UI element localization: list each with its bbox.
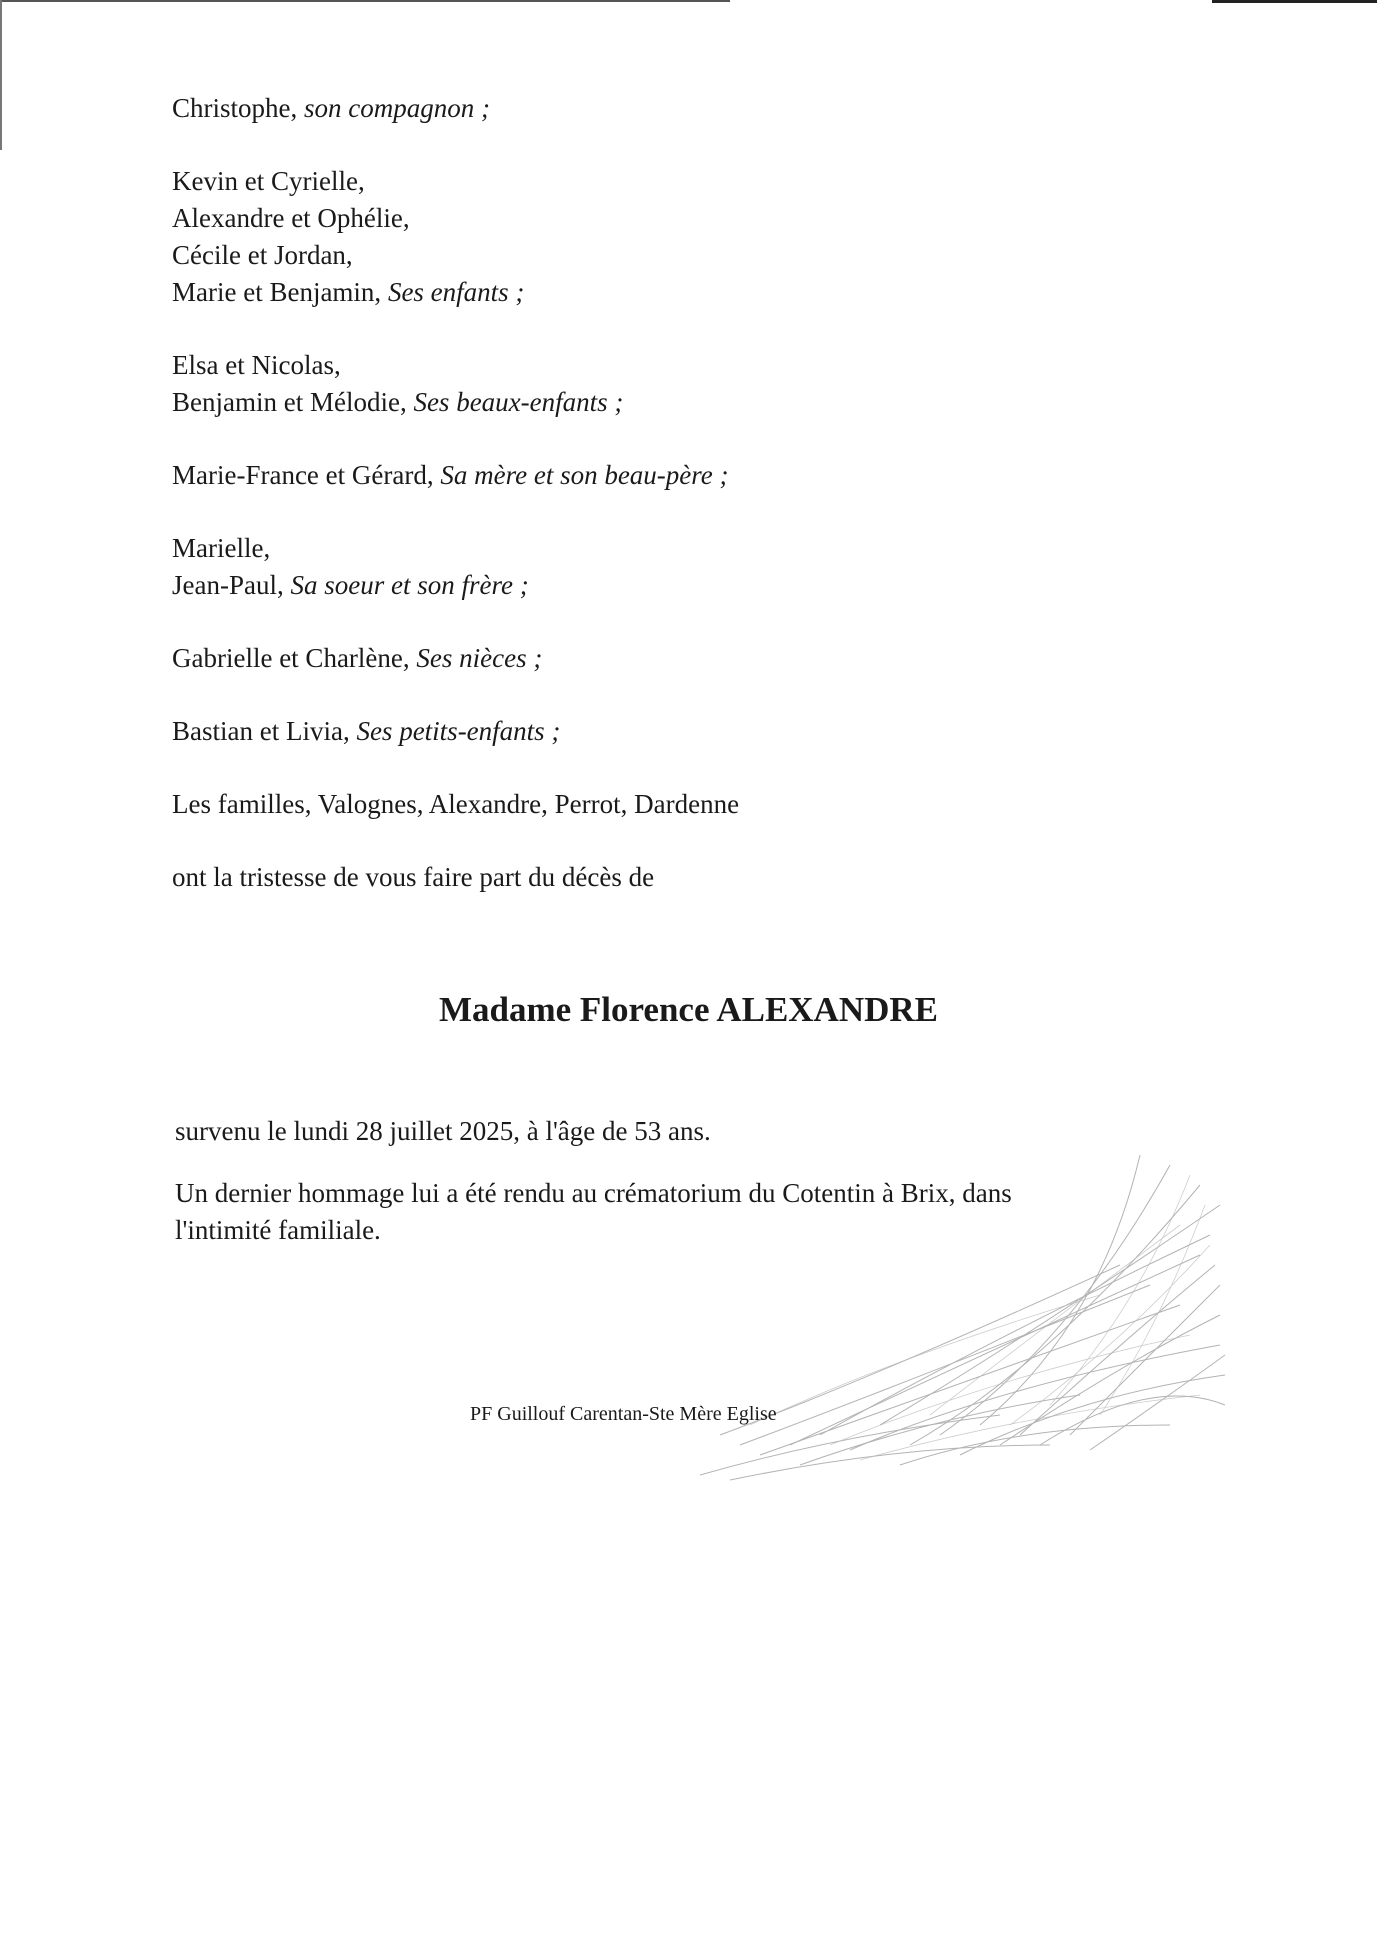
- mourner-names: Marielle,: [172, 533, 271, 563]
- mourner-line: [172, 347, 1172, 384]
- mourner-line: [172, 200, 1172, 237]
- mourner-line: [172, 163, 1172, 200]
- scan-left-edge: [0, 0, 2, 150]
- relationship-label: Ses enfants ;: [387, 277, 525, 307]
- mourner-names: Marie-France et Gérard,: [172, 460, 441, 490]
- relationship-label: Sa soeur et son frère ;: [290, 570, 529, 600]
- mourner-group: [172, 786, 1172, 823]
- scan-top-edge: [0, 0, 730, 2]
- mourner-line: [172, 237, 1172, 274]
- mourner-names: Elsa et Nicolas,: [172, 350, 341, 380]
- mourner-group: [172, 859, 1172, 896]
- mourner-line: [172, 567, 1172, 604]
- mourner-line: [172, 640, 1172, 677]
- mourners-list: [172, 90, 1172, 932]
- mourner-names: Kevin et Cyrielle,: [172, 166, 365, 196]
- mourner-line: [172, 384, 1172, 421]
- mourner-names: Bastian et Livia,: [172, 716, 357, 746]
- mourner-names: Alexandre et Ophélie,: [172, 203, 410, 233]
- mourner-group: [172, 347, 1172, 421]
- tribute-line-2: l'intimité familiale.: [175, 1215, 381, 1245]
- scan-top-right-edge: [1212, 0, 1377, 3]
- grass-illustration-icon: [700, 1145, 1230, 1490]
- mourner-names: Marie et Benjamin,: [172, 277, 388, 307]
- mourner-group: [172, 90, 1172, 127]
- mourner-line: [172, 713, 1172, 750]
- mourner-line: [172, 457, 1172, 494]
- mourner-names: Cécile et Jordan,: [172, 240, 353, 270]
- funeral-home-signature: PF Guillouf Carentan-Ste Mère Eglise: [470, 1403, 777, 1425]
- mourner-group: [172, 530, 1172, 604]
- mourner-group: [172, 457, 1172, 494]
- death-notice: survenu le lundi 28 juillet 2025, à l'âge de 53 ans.: [175, 1116, 711, 1146]
- mourner-group: [172, 640, 1172, 677]
- mourner-line: [172, 786, 1172, 823]
- mourner-names: Christophe,: [172, 93, 304, 123]
- relationship-label: Ses nièces ;: [416, 643, 543, 673]
- mourner-line: [172, 90, 1172, 127]
- mourner-line: [172, 530, 1172, 567]
- mourner-names: Jean-Paul,: [172, 570, 291, 600]
- mourner-group: [172, 163, 1172, 311]
- relationship-label: son compagnon ;: [304, 93, 490, 123]
- tribute-line-1: Un dernier hommage lui a été rendu au crématorium du Cotentin à Brix, dans: [175, 1178, 1012, 1208]
- mourner-line: [172, 859, 1172, 896]
- mourner-names: ont la tristesse de vous faire part du décès de: [172, 862, 655, 892]
- relationship-label: Ses petits-enfants ;: [356, 716, 561, 746]
- relationship-label: Ses beaux-enfants ;: [413, 387, 624, 417]
- deceased-name: Madame Florence ALEXANDRE: [438, 990, 939, 1029]
- mourner-group: [172, 713, 1172, 750]
- mourner-line: [172, 274, 1172, 311]
- mourner-names: Les familles, Valognes, Alexandre, Perrot, Dardenne: [172, 789, 740, 819]
- mourner-names: Benjamin et Mélodie,: [172, 387, 414, 417]
- relationship-label: Sa mère et son beau-père ;: [440, 460, 729, 490]
- mourner-names: Gabrielle et Charlène,: [172, 643, 417, 673]
